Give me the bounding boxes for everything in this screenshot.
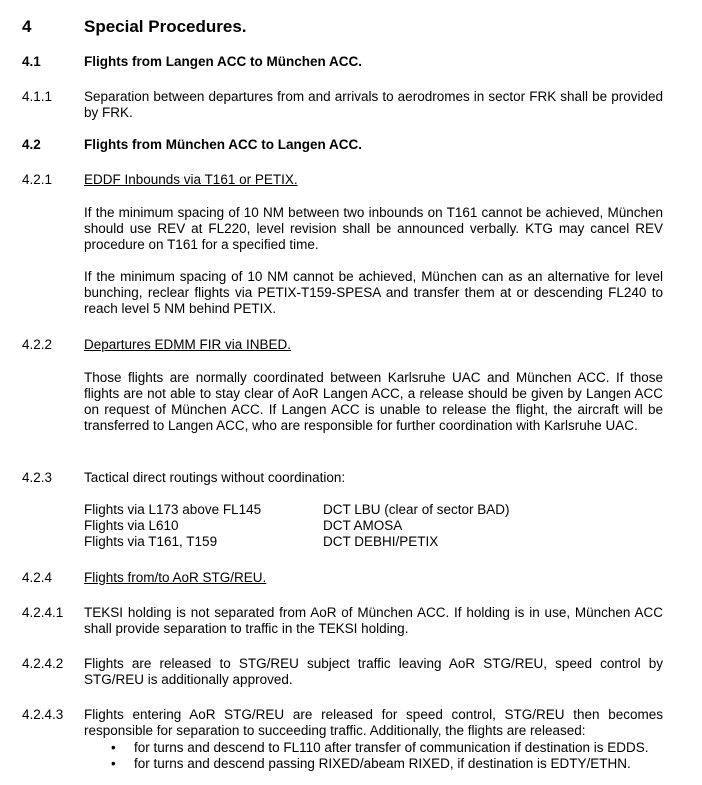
- section-4-1-number: 4.1: [22, 54, 41, 69]
- section-4-2-title: Flights from München ACC to Langen ACC.: [84, 137, 362, 152]
- section-4-2-number: 4.2: [22, 137, 41, 152]
- section-4-1-1-number: 4.1.1: [22, 89, 53, 104]
- section-4-2-2-paragraph: Those flights are normally coordinated between Karlsruhe UAC and München ACC. If those flights are not able to stay clear of AoR Langen ACC, a release should be given by Langen ACC on request of München ACC. If Langen ACC is unable to release the flight, the aircraft will be transferred to Langen ACC, who are responsible for further coordination with Karlsruhe UAC.: [84, 370, 663, 433]
- bullet-icon: •: [111, 756, 116, 771]
- bullet-icon: •: [111, 740, 116, 755]
- section-4-2-4-3-number: 4.2.4.3: [22, 707, 64, 722]
- routing-direct-column: [323, 502, 510, 550]
- section-4-2-1-paragraph-1: If the minimum spacing of 10 NM between two inbounds on T161 cannot be achieved, München should use REV at FL220, level revision shall be announced verbally. KTG may cancel REV procedure on T161 for a specified time.: [84, 205, 663, 252]
- routing-direct-item: DCT LBU (clear of sector BAD): [323, 502, 510, 517]
- section-4-2-4-1-text: TEKSI holding is not separated from AoR of München ACC. If holding is in use, München ACC shall provide separation to traffic in the TEKSI holding.: [84, 605, 663, 636]
- list-item: [84, 756, 674, 772]
- section-4-2-4-2-number: 4.2.4.2: [22, 656, 64, 671]
- section-4-title: Special Procedures.: [84, 17, 247, 36]
- section-4-2-2-number: 4.2.2: [22, 337, 53, 352]
- section-4-2-3-title: Tactical direct routings without coordination:: [84, 470, 346, 485]
- section-4-number: 4: [22, 17, 32, 36]
- section-4-2-1-paragraph-2: If the minimum spacing of 10 NM cannot be achieved, München can as an alternative for level bunching, reclear flights via PETIX-T159-SPESA and transfer them at or descending FL240 to reach level 5 NM behind PETIX.: [84, 269, 663, 316]
- section-4-2-1-number: 4.2.1: [22, 172, 53, 187]
- section-4-2-4-1-number: 4.2.4.1: [22, 605, 64, 620]
- routing-flights-item: Flights via L173 above FL145: [84, 502, 262, 517]
- section-4-2-3-number: 4.2.3: [22, 470, 53, 485]
- section-4-2-4-3-bullet-list: [84, 740, 674, 772]
- routing-direct-item: DCT AMOSA: [323, 518, 403, 533]
- list-item: [84, 740, 674, 756]
- section-4-2-4-3-text: Flights entering AoR STG/REU are released for speed control, STG/REU then becomes responsible for separation to succeeding traffic. Additionally, the flights are released:: [84, 707, 663, 738]
- list-item-text: for turns and descend passing RIXED/abeam RIXED, if destination is EDTY/ETHN.: [134, 756, 631, 771]
- routing-flights-item: Flights via T161, T159: [84, 534, 218, 549]
- list-item-text: for turns and descend to FL110 after transfer of communication if destination is EDDS.: [134, 740, 649, 755]
- routing-flights-item: Flights via L610: [84, 518, 179, 533]
- section-4-2-4-number: 4.2.4: [22, 570, 53, 585]
- section-4-1-title: Flights from Langen ACC to München ACC.: [84, 54, 362, 69]
- routing-direct-item: DCT DEBHI/PETIX: [323, 534, 439, 549]
- section-4-2-4-title: Flights from/to AoR STG/REU.: [84, 570, 267, 585]
- section-4-2-1-title: EDDF Inbounds via T161 or PETIX.: [84, 172, 298, 187]
- section-4-1-1-text: Separation between departures from and arrivals to aerodromes in sector FRK shall be provided by FRK.: [84, 89, 663, 120]
- section-4-2-4-2-text: Flights are released to STG/REU subject traffic leaving AoR STG/REU, speed control by STG/REU is additionally approved.: [84, 656, 663, 687]
- section-4-2-2-title: Departures EDMM FIR via INBED.: [84, 337, 292, 352]
- routing-flights-column: [84, 502, 261, 550]
